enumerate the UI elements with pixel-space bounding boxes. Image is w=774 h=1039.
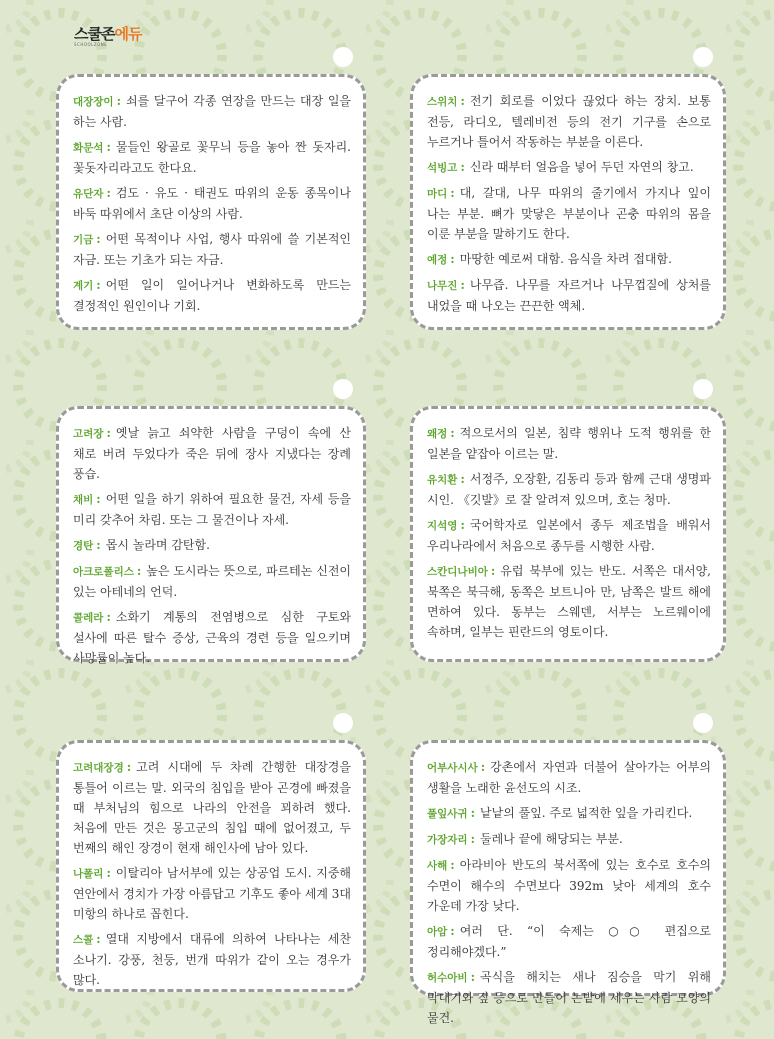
entry-definition: 높은 도시라는 뜻으로, 파르테논 신전이 있는 아테네의 언덕. [73,564,351,599]
entry-definition: 강촌에서 자연과 더불어 살아가는 어부의 생활을 노래한 윤선도의 시조. [427,760,711,795]
glossary-card-1 [56,74,366,330]
entry-definition: 대, 갈대, 나무 따위의 줄기에서 가지나 잎이 나는 부분. 뼈가 맞닿은 부분이나 곤충 따위의 몸을 이룬 부분을 말하기도 한다. [427,186,711,241]
binder-hole [693,47,713,67]
glossary-entry: 나폴리 : 이탈리아 남서부에 있는 상공업 도시. 지중해 연안에서 경치가 가장 아름답고 기후도 좋아 세계 3대 미항의 하나로 꼽힌다. [73,866,351,921]
glossary-card-2 [410,74,726,330]
glossary-entry: 대장장이 : 쇠를 달구어 각종 연장을 만드는 대장 일을 하는 사람. [73,94,351,129]
glossary-card-3 [56,406,366,665]
glossary-entry: 허수아비 : 곡식을 해치는 새나 짐승을 막기 위해 막대기와 짚 등으로 만들어 논밭에 세우는 사람 모양의 물건. [427,970,711,1025]
glossary-entry: 유단자 : 검도 · 유도 · 태권도 따위의 운동 종목이나 바둑 따위에서 초단 이상의 사람. [73,186,351,221]
glossary-entry: 아크로폴리스 : 높은 도시라는 뜻으로, 파르테논 신전이 있는 아테네의 언덕. [73,564,351,599]
entry-term: 화문석 [73,142,104,154]
entry-term: 경탄 [73,540,94,552]
entry-term: 마디 [427,188,448,200]
entry-term: 왜정 [427,428,448,440]
glossary-entry: 스칸디나비아 : 유럽 북부에 있는 반도. 서쪽은 대서양, 북쪽은 북극해, 동쪽은 보트니아 만, 남쪽은 발트 해에 면하여 있다. 동부는 스웨덴, 서부는 노르웨이에 속하며, 일부는 핀란드의 영토이다. [427,564,711,639]
entry-definition: 서정주, 오장환, 김동리 등과 함께 근대 생명파 시인. 《깃발》로 잘 알려져 있으며, 호는 청마. [427,472,711,507]
entry-definition: 적으로서의 일본, 침략 행위나 도적 행위를 한 일본을 얕잡아 이르는 말. [427,426,711,461]
glossary-entry: 계기 : 어떤 일이 일어나거나 변화하도록 만드는 결정적인 원인이나 기회. [73,278,351,313]
logo-accent-text: 에듀 [114,25,142,43]
entry-definition: 유럽 북부에 있는 반도. 서쪽은 대서양, 북쪽은 북극해, 동쪽은 보트니아 만, 남쪽은 발트 해에 면하여 있다. 동부는 스웨덴, 서부는 노르웨이에 속하며, 일부는 핀란드의 영토이다. [427,564,711,639]
entry-definition: 쇠를 달구어 각종 연장을 만드는 대장 일을 하는 사람. [73,94,351,129]
entry-definition: 몹시 놀라며 감탄함. [105,538,210,552]
binder-hole [693,713,713,733]
glossary-entry: 스콜 : 열대 지방에서 대류에 의하여 나타나는 세찬 소나기. 강풍, 천둥, 번개 따위가 같이 오는 경우가 많다. [73,932,351,987]
entry-definition: 신라 때부터 얼음을 넣어 두던 자연의 창고. [469,160,694,174]
binder-hole [693,379,713,399]
entry-term: 스위치 [427,96,458,108]
entry-definition: 열대 지방에서 대류에 의하여 나타나는 세찬 소나기. 강풍, 천둥, 번개 따위가 같이 오는 경우가 많다. [73,932,351,987]
entry-definition: 이탈리아 남서부에 있는 상공업 도시. 지중해 연안에서 경치가 가장 아름답고 기후도 좋아 세계 3대 미항의 하나로 꼽힌다. [73,866,351,921]
glossary-entry: 나무진 : 나무즙. 나무를 자르거나 나무껍질에 상처를 내었을 때 나오는 끈끈한 액체. [427,278,711,313]
glossary-card-5 [56,740,366,992]
entry-term: 나폴리 [73,868,104,880]
glossary-entry: 기금 : 어떤 목적이나 사업, 행사 따위에 쓸 기본적인 자금. 또는 기초가 되는 자금. [73,232,351,267]
binder-hole [333,47,353,67]
entry-term: 계기 [73,280,94,292]
glossary-entry: 경탄 : 몹시 놀라며 감탄함. [73,538,210,552]
entry-term: 아암 [427,926,448,938]
entry-definition: 어떤 일이 일어나거나 변화하도록 만드는 결정적인 원인이나 기회. [73,278,351,313]
entry-definition: 소화기 계통의 전염병으로 심한 구토와 설사에 따른 탈수 증상, 근육의 경련 등을 일으키며 사망률이 높다. [73,610,351,665]
logo-subtitle: SCHOOLZONE [74,42,108,47]
entry-term: 유치환 [427,474,458,486]
glossary-entry: 콜레라 : 소화기 계통의 전염병으로 심한 구토와 설사에 따른 탈수 증상, 근육의 경련 등을 일으키며 사망률이 높다. [73,610,351,665]
glossary-entry: 지석영 : 국어학자로 일본에서 종두 제조법을 배워서 우리나라에서 처음으로 종두를 시행한 사람. [427,518,711,553]
glossary-entry: 아암 : 여러 단. “이 숙제는 ○○ 편집으로 정리해야겠다.” [427,924,711,959]
entry-definition: 아라비아 반도의 북서쪽에 있는 호수로 호수의 수면이 해수의 수면보다 392m 낮아 세계의 호수 가운데 가장 낮다. [427,858,711,913]
entry-term: 가장자리 [427,834,468,846]
entry-term: 스칸디나비아 [427,566,488,578]
glossary-card-6 [410,740,726,1025]
entry-term: 기금 [73,234,94,246]
entry-definition: 검도 · 유도 · 태권도 따위의 운동 종목이나 바둑 따위에서 초단 이상의 사람. [73,186,351,221]
entry-definition: 마땅한 예로써 대함. 음식을 차려 접대함. [459,252,672,266]
entry-definition: 어떤 목적이나 사업, 행사 따위에 쓸 기본적인 자금. 또는 기초가 되는 자금. [73,232,351,267]
glossary-entry: 가장자리 : 둘레나 끝에 해당되는 부분. [427,832,623,846]
glossary-entry: 사해 : 아라비아 반도의 북서쪽에 있는 호수로 호수의 수면이 해수의 수면보다 392m 낮아 세계의 호수 가운데 가장 낮다. [427,858,711,913]
entry-term: 예정 [427,254,448,266]
entry-definition: 나무즙. 나무를 자르거나 나무껍질에 상처를 내었을 때 나오는 끈끈한 액체. [427,278,711,313]
glossary-entry: 예정 : 마땅한 예로써 대함. 음식을 차려 접대함. [427,252,672,266]
entry-term: 어부사시사 [427,762,478,774]
entry-term: 스콜 [73,934,94,946]
entry-term: 고려대장경 [73,762,124,774]
binder-hole [333,713,353,733]
entry-definition: 고려 시대에 두 차례 간행한 대장경을 통틀어 이르는 말. 외국의 침입을 받아 곤경에 빠졌을 때 부처님의 힘으로 나라의 안전을 꾀하려 했다. 처음에 만든 것은 몽고군의 침입 때에 없어졌고, 두 번째의 해인 장경이 현재 해인사에 남아 있다. [73,760,351,855]
logo-main-text: 스쿨존 [74,25,115,43]
entry-definition: 낱낱의 풀잎. 주로 넓적한 잎을 가리킨다. [480,806,693,820]
entry-term: 고려장 [73,428,104,440]
glossary-entry: 유치환 : 서정주, 오장환, 김동리 등과 함께 근대 생명파 시인. 《깃발》로 잘 알려져 있으며, 호는 청마. [427,472,711,507]
entry-term: 지석영 [427,520,458,532]
glossary-card-4 [410,406,726,662]
entry-definition: 어떤 일을 하기 위하여 필요한 물건, 자세 등을 미리 갖추어 차림. 또는 그 물건이나 자세. [73,492,351,527]
glossary-entry: 석빙고 : 신라 때부터 얼음을 넣어 두던 자연의 창고. [427,160,694,174]
entry-definition: 물들인 왕골로 꽃무늬 등을 놓아 짠 돗자리. 꽃돗자리라고도 한다요. [73,140,351,175]
entry-definition: 여러 단. “이 숙제는 ○○ 편집으로 정리해야겠다.” [427,924,711,959]
glossary-entry: 스위치 : 전기 회로를 이었다 끊었다 하는 장치. 보통 전등, 라디오, 텔레비전 등의 전기 기구를 손으로 누르거나 틀어서 작동하는 부분을 이른다. [427,94,711,149]
glossary-entry: 풀잎사귀 : 낱낱의 풀잎. 주로 넓적한 잎을 가리킨다. [427,806,693,820]
glossary-entry: 왜정 : 적으로서의 일본, 침략 행위나 도적 행위를 한 일본을 얕잡아 이르는 말. [427,426,711,461]
entry-term: 사해 [427,860,448,872]
entry-term: 석빙고 [427,162,458,174]
entry-term: 유단자 [73,188,104,200]
entry-definition: 전기 회로를 이었다 끊었다 하는 장치. 보통 전등, 라디오, 텔레비전 등의 전기 기구를 손으로 누르거나 틀어서 작동하는 부분을 이른다. [427,94,711,149]
entry-term: 아크로폴리스 [73,566,134,578]
entry-term: 콜레라 [73,612,104,624]
entry-definition: 둘레나 끝에 해당되는 부분. [480,832,623,846]
binder-hole [333,379,353,399]
entry-definition: 곡식을 해치는 새나 짐승을 막기 위해 막대기와 짚 등으로 만들어 논밭에 세우는 사람 모양의 물건. [427,970,711,1025]
entry-term: 나무진 [427,280,458,292]
glossary-entry: 고려대장경 : 고려 시대에 두 차례 간행한 대장경을 통틀어 이르는 말. 외국의 침입을 받아 곤경에 빠졌을 때 부처님의 힘으로 나라의 안전을 꾀하려 했다. 처음에 만든 것은 몽고군의 침입 때에 없어졌고, 두 번째의 해인 장경이 현재 해인사에 남아 있다. [73,760,351,855]
glossary-entry: 어부사시사 : 강촌에서 자연과 더불어 살아가는 어부의 생활을 노래한 윤선도의 시조. [427,760,711,795]
glossary-entry: 마디 : 대, 갈대, 나무 따위의 줄기에서 가지나 잎이 나는 부분. 뼈가 맞닿은 부분이나 곤충 따위의 몸을 이룬 부분을 말하기도 한다. [427,186,711,241]
entry-definition: 옛날 늙고 쇠약한 사람을 구덩이 속에 산 채로 버려 두었다가 죽은 뒤에 장사 지냈다는 장례 풍습. [73,426,351,481]
entry-definition: 국어학자로 일본에서 종두 제조법을 배워서 우리나라에서 처음으로 종두를 시행한 사람. [427,518,711,553]
glossary-entry: 화문석 : 물들인 왕골로 꽃무늬 등을 놓아 짠 돗자리. 꽃돗자리라고도 한다요. [73,140,351,175]
entry-term: 허수아비 [427,972,468,984]
glossary-entry: 고려장 : 옛날 늙고 쇠약한 사람을 구덩이 속에 산 채로 버려 두었다가 죽은 뒤에 장사 지냈다는 장례 풍습. [73,426,351,481]
brand-logo [74,26,141,47]
entry-term: 풀잎사귀 [427,808,468,820]
glossary-entry: 채비 : 어떤 일을 하기 위하여 필요한 물건, 자세 등을 미리 갖추어 차림. 또는 그 물건이나 자세. [73,492,351,527]
entry-term: 채비 [73,494,94,506]
entry-term: 대장장이 [73,96,114,108]
